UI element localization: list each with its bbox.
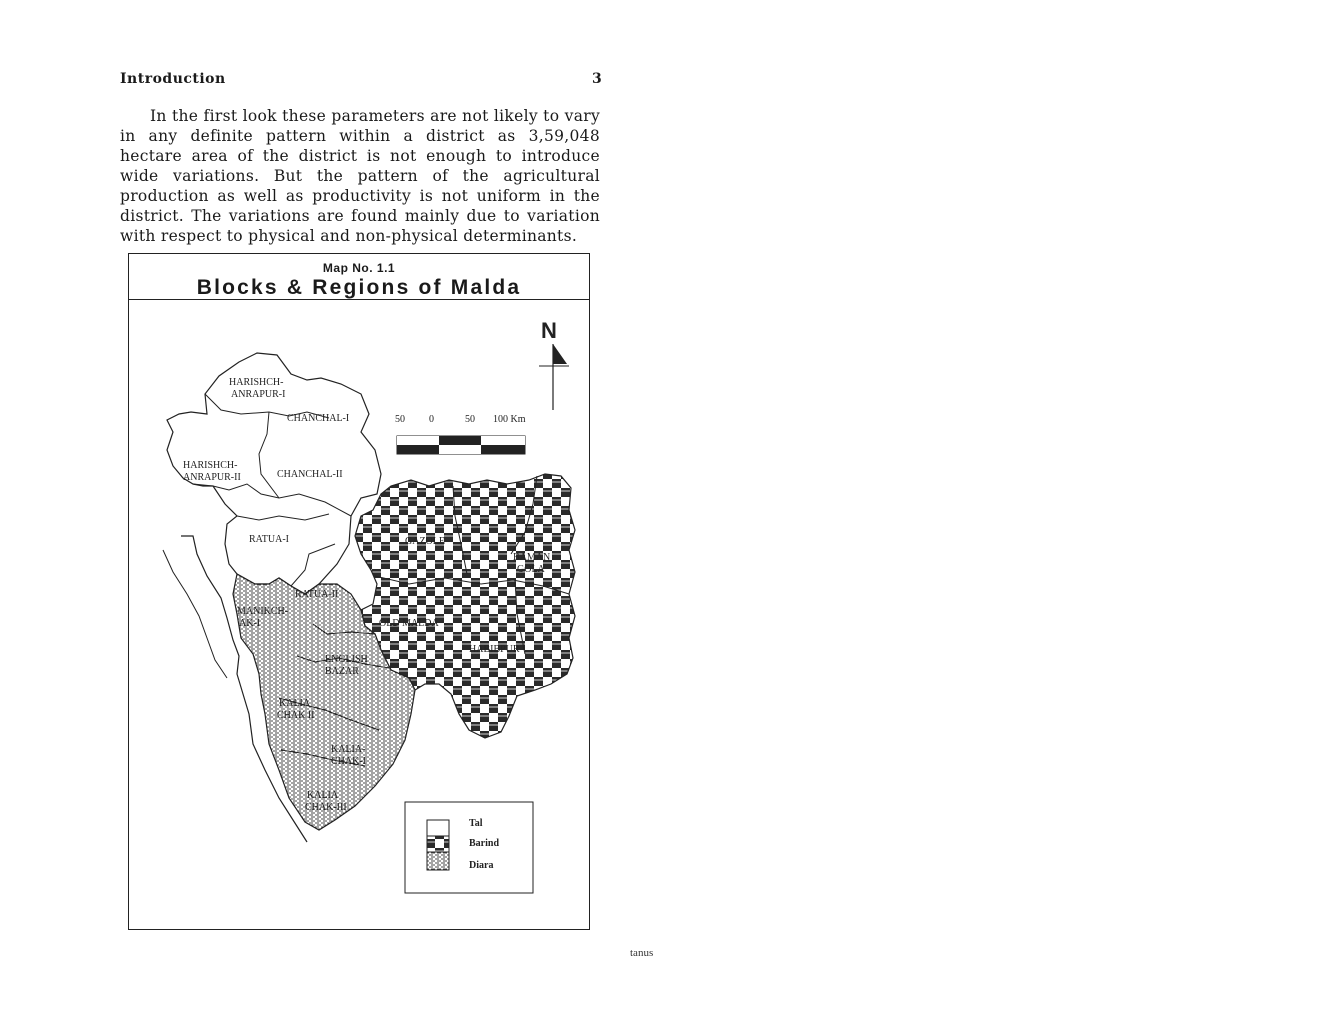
legend-label-diara: Diara: [469, 860, 494, 871]
label-habibpur: HABIBPUR: [469, 644, 520, 655]
legend-label-barind: Barind: [469, 838, 500, 849]
label-ratua-2: RATUA-II: [295, 589, 339, 600]
page-number: 3: [592, 71, 602, 87]
label-ratua-1: RATUA-I: [249, 534, 289, 545]
label-old-malda: OLD MALDA: [379, 618, 439, 629]
label-gazole: GAZOLE: [405, 536, 445, 547]
scale-label-0: 0: [429, 414, 434, 425]
footer-text: tanus: [630, 947, 654, 959]
scale-label-50: 50: [465, 414, 475, 425]
label-harishchandrapur-1b: ANRAPUR-I: [231, 389, 286, 400]
scale-bar: [397, 436, 525, 454]
label-bamangola-a: BAMAN: [513, 552, 551, 563]
label-chanchal-2: CHANCHAL-II: [277, 469, 343, 480]
legend-swatch-barind: [427, 836, 449, 852]
body-paragraph: In the first look these parameters are not likely to vary in any definite pattern within a district as 3,59,048 hectare area of the district is not enough to introduce wide variations. But the pattern of the agricultural production as well as productivity is not uniform in the district. The variations are found mainly due to variation with respect to physical and non-physical determinants.: [120, 107, 600, 245]
label-english-bazar-a: ENGLISH: [325, 654, 368, 665]
label-chanchal-1: CHANCHAL-I: [287, 413, 350, 424]
label-kaliachak-3b: CHAK-III: [305, 802, 347, 813]
label-english-bazar-b: BAZAR: [325, 666, 359, 677]
map-number: Map No. 1.1: [322, 261, 396, 275]
label-kaliachak-1a: KALIA-: [331, 744, 366, 755]
scale-label-50-left: 50: [395, 414, 405, 425]
label-bamangola-b: GOLA: [517, 564, 545, 575]
label-harishchandrapur-1a: HARISHCH-: [229, 377, 284, 388]
legend-swatch-diara: [427, 852, 449, 870]
map-figure: [128, 253, 590, 930]
legend-swatch-tal: [427, 820, 449, 836]
label-kaliachak-2a: KALIA: [279, 698, 311, 709]
label-manikchak-b: AK-I: [239, 618, 261, 629]
label-harishchandrapur-2b: ANRAPUR-II: [183, 472, 241, 483]
north-arrow-letter: N: [541, 318, 557, 343]
legend-label-tal: Tal: [469, 818, 483, 829]
label-kaliachak-2b: CHAK II: [277, 710, 315, 721]
scale-label-100: 100 Km: [493, 414, 526, 425]
map-title: Blocks & Regions of Malda: [196, 276, 522, 299]
label-kaliachak-1b: CHAK-I: [331, 756, 366, 767]
running-header-title: Introduction: [120, 71, 226, 87]
label-harishchandrapur-2a: HARISHCH-: [183, 460, 238, 471]
label-kaliachak-3a: KALIA: [307, 790, 339, 801]
map-drawing: [129, 254, 591, 931]
label-manikchak-a: MANIKCH-: [237, 606, 289, 617]
